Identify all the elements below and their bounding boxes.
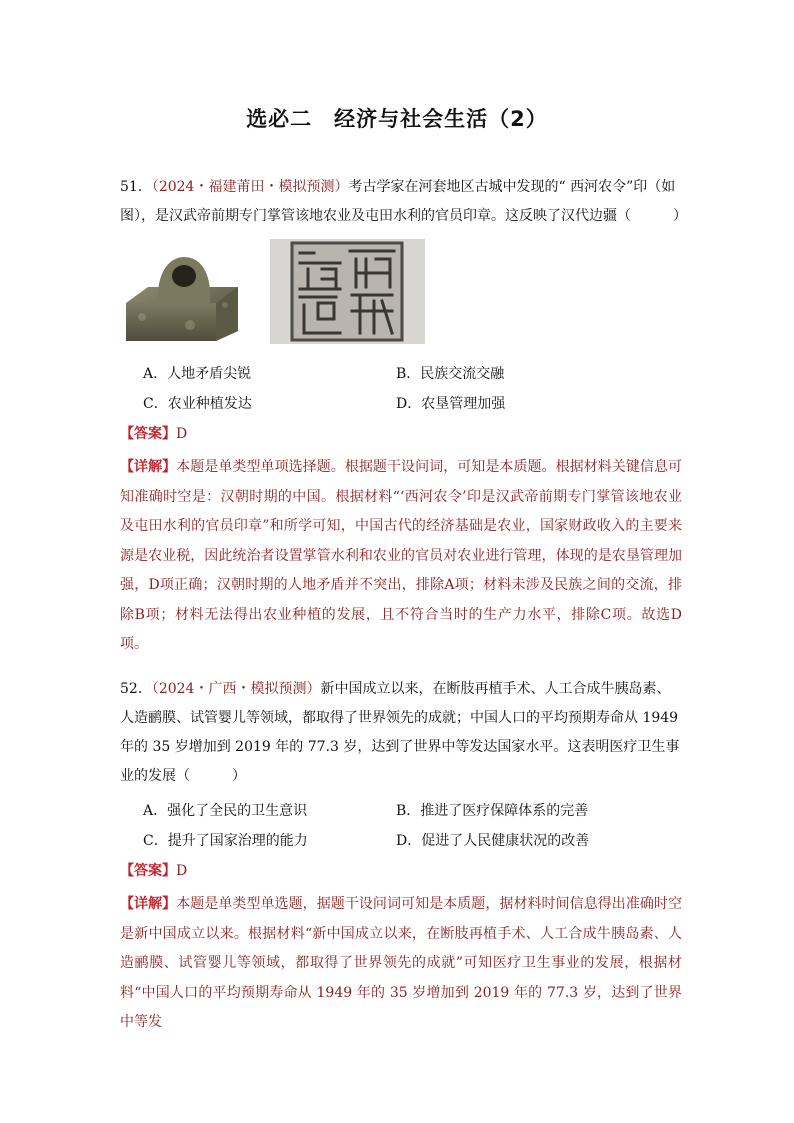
answer-51: [120, 423, 187, 445]
explanation-text: 本题是单类型单项选择题。根据题干设问词，可知是本质题。根据材料关键信息可知准确时空是：汉朝时期的中国。根据材料“‘西河农令’印是汉武帝前期专门掌管该地农业及屯田水利的官员印章”和所学可知，中国古代的经济基础是农业，国家财政收入的主要来源是农业税，因此统治者设置掌管水利和农业的官员对农业进行管理，体现的是农垦管理加强，D项正确；汉朝时期的人地矛盾并不突出，排除A项；材料未涉及民族之间的交流，排除B项；材料无法得出农业种植的发展，且不符合当时的生产力水平，排除C项。故选D项。: [120, 459, 683, 652]
option-d: D．农垦管理加强: [396, 396, 506, 412]
answer-tag: 【答案】: [120, 863, 176, 879]
answer-tag: 【答案】: [120, 426, 176, 442]
option-d: D．促进了人民健康状况的改善: [396, 833, 590, 849]
option-a: A．人地矛盾尖锐: [143, 366, 252, 382]
explanation-52: [120, 890, 682, 1038]
question-number: 52．: [120, 681, 152, 697]
question-text: 考古学家在河套地区古城中发现的“ 西河农令”印（如图），是汉武帝前期专门掌管该地农业及屯田水利的官员印章。这反映了汉代边疆（ ）: [120, 179, 687, 224]
explanation-51: [120, 453, 682, 660]
explanation-tag: 【详解】: [120, 896, 177, 912]
option-c: C．农业种植发达: [143, 396, 252, 412]
question-source: （2024・广西・模拟预测）: [151, 681, 321, 697]
option-c: C．提升了国家治理的能力: [143, 833, 308, 849]
answer-value: D: [176, 863, 188, 879]
question-text: 新中国成立以来，在断肢再植手术、人工合成牛胰岛素、人造鹂膜、试管婴儿等领域，都取得了世界领先的成就；中国人口的平均预期寿命从 1949 年的 35 岁增加到 2019 年的 77.3 岁，达到了世界中等发达国家水平。这表明医疗卫生事业的发展（ ）: [120, 681, 680, 784]
question-source: （2024・福建莆田・模拟预测）: [151, 179, 349, 195]
explanation-tag: 【详解】: [120, 459, 177, 475]
question-51-stem: [120, 173, 687, 231]
seal-side-photo: [120, 245, 244, 342]
answer-value: D: [176, 426, 188, 442]
option-b: B．推进了医疗保障体系的完善: [396, 803, 589, 819]
seal-face-photo: [270, 239, 425, 344]
explanation-text: 本题是单类型单选题，据题干设问词可知是本质题，据材料时间信息得出准确时空是新中国成立以来。根据材料“新中国成立以来，在断肢再植手术、人工合成牛胰岛素、人造鹂膜、试管婴儿等领域，都取得了世界领先的成就”可知医疗卫生事业的发展，根据材料“中国人口的平均预期寿命从 1949 年的 35 岁增加到 2019 年的 77.3 岁，达到了世界中等发: [120, 896, 683, 1030]
option-b: B．民族交流交融: [396, 366, 505, 382]
question-52-stem: [120, 675, 680, 791]
option-a: A．强化了全民的卫生意识: [143, 803, 308, 819]
question-number: 51．: [120, 179, 152, 195]
answer-52: [120, 860, 187, 882]
page-title: 选必二 经济与社会生活（2）: [246, 107, 548, 131]
